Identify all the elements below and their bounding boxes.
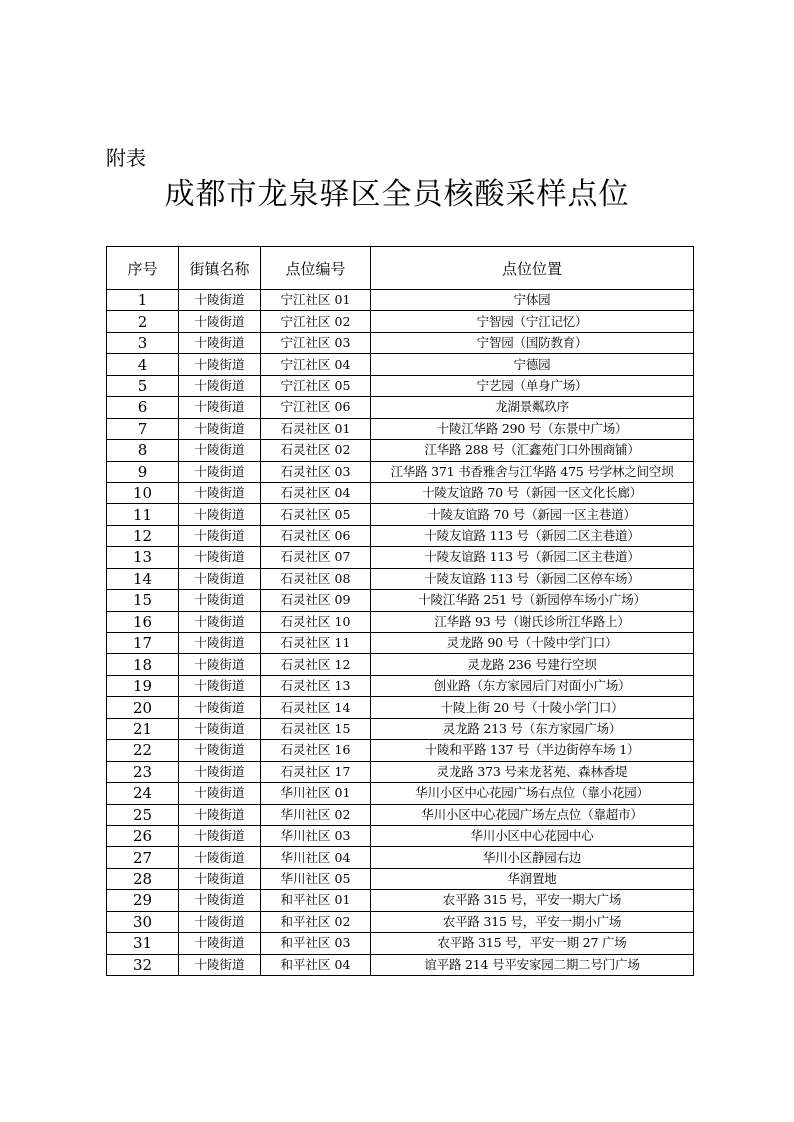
street-cell: 十陵街道 <box>179 868 261 889</box>
site-code-cell: 石灵社区 06 <box>261 525 371 546</box>
site-code-cell: 华川社区 03 <box>261 825 371 846</box>
street-cell: 十陵街道 <box>179 675 261 696</box>
street-cell: 十陵街道 <box>179 911 261 932</box>
site-location-cell: 农平路 315 号，平安一期大广场 <box>371 890 694 911</box>
site-code-cell: 华川社区 05 <box>261 868 371 889</box>
seq-cell: 13 <box>107 547 179 568</box>
sampling-sites-table <box>106 246 694 976</box>
seq-cell: 6 <box>107 397 179 418</box>
table-row <box>107 697 694 718</box>
table-row <box>107 397 694 418</box>
site-code-cell: 宁江社区 04 <box>261 354 371 375</box>
site-code-cell: 华川社区 04 <box>261 847 371 868</box>
site-location-cell: 华川小区中心花园广场右点位（靠小花园） <box>371 783 694 804</box>
site-location-cell: 农平路 315 号，平安一期 27 广场 <box>371 933 694 954</box>
seq-cell: 19 <box>107 675 179 696</box>
street-cell: 十陵街道 <box>179 783 261 804</box>
site-location-cell: 江华路 93 号（谢氏诊所江华路上） <box>371 611 694 632</box>
seq-cell: 15 <box>107 590 179 611</box>
street-cell: 十陵街道 <box>179 654 261 675</box>
site-location-cell: 十陵和平路 137 号（半边街停车场 1） <box>371 740 694 761</box>
seq-cell: 32 <box>107 954 179 975</box>
site-code-cell: 石灵社区 13 <box>261 675 371 696</box>
seq-cell: 2 <box>107 311 179 332</box>
site-code-cell: 石灵社区 14 <box>261 697 371 718</box>
seq-cell: 16 <box>107 611 179 632</box>
street-cell: 十陵街道 <box>179 440 261 461</box>
site-location-cell: 宁智园（国防教育） <box>371 332 694 353</box>
street-cell: 十陵街道 <box>179 375 261 396</box>
table-row <box>107 825 694 846</box>
street-cell: 十陵街道 <box>179 311 261 332</box>
street-cell: 十陵街道 <box>179 740 261 761</box>
table-row <box>107 868 694 889</box>
street-cell: 十陵街道 <box>179 890 261 911</box>
street-cell: 十陵街道 <box>179 461 261 482</box>
site-code-cell: 华川社区 02 <box>261 804 371 825</box>
street-cell: 十陵街道 <box>179 418 261 439</box>
table-header-row <box>107 247 694 290</box>
site-location-cell: 灵龙路 373 号来龙茗苑、森林香堤 <box>371 761 694 782</box>
seq-cell: 3 <box>107 332 179 353</box>
table-row <box>107 504 694 525</box>
table-row <box>107 654 694 675</box>
street-cell: 十陵街道 <box>179 825 261 846</box>
site-location-cell: 华川小区静园右边 <box>371 847 694 868</box>
annex-label: 附表 <box>106 146 146 170</box>
seq-cell: 1 <box>107 290 179 311</box>
site-location-cell: 宁体园 <box>371 290 694 311</box>
site-location-cell: 十陵江华路 290 号（东景中广场） <box>371 418 694 439</box>
site-location-cell: 华润置地 <box>371 868 694 889</box>
site-code-cell: 石灵社区 07 <box>261 547 371 568</box>
seq-cell: 29 <box>107 890 179 911</box>
table-body <box>107 290 694 976</box>
header-seq: 序号 <box>107 247 179 290</box>
site-code-cell: 石灵社区 04 <box>261 482 371 503</box>
site-location-cell: 宁智园（宁江记忆） <box>371 311 694 332</box>
site-code-cell: 石灵社区 08 <box>261 568 371 589</box>
site-location-cell: 江华路 288 号（汇鑫苑门口外围商铺） <box>371 440 694 461</box>
site-location-cell: 农平路 315 号，平安一期小广场 <box>371 911 694 932</box>
site-location-cell: 宁德园 <box>371 354 694 375</box>
site-code-cell: 和平社区 04 <box>261 954 371 975</box>
table-row <box>107 847 694 868</box>
seq-cell: 11 <box>107 504 179 525</box>
seq-cell: 12 <box>107 525 179 546</box>
site-location-cell: 创业路（东方家园后门对面小广场） <box>371 675 694 696</box>
header-site-code: 点位编号 <box>261 247 371 290</box>
table-row <box>107 590 694 611</box>
street-cell: 十陵街道 <box>179 482 261 503</box>
site-location-cell: 华川小区中心花园中心 <box>371 825 694 846</box>
seq-cell: 18 <box>107 654 179 675</box>
street-cell: 十陵街道 <box>179 397 261 418</box>
table-row <box>107 954 694 975</box>
site-code-cell: 石灵社区 05 <box>261 504 371 525</box>
site-code-cell: 华川社区 01 <box>261 783 371 804</box>
seq-cell: 24 <box>107 783 179 804</box>
site-code-cell: 和平社区 02 <box>261 911 371 932</box>
site-code-cell: 石灵社区 12 <box>261 654 371 675</box>
seq-cell: 10 <box>107 482 179 503</box>
street-cell: 十陵街道 <box>179 718 261 739</box>
site-location-cell: 十陵友谊路 113 号（新园二区主巷道） <box>371 525 694 546</box>
site-code-cell: 石灵社区 16 <box>261 740 371 761</box>
seq-cell: 9 <box>107 461 179 482</box>
table-row <box>107 461 694 482</box>
site-code-cell: 石灵社区 17 <box>261 761 371 782</box>
site-code-cell: 宁江社区 06 <box>261 397 371 418</box>
seq-cell: 14 <box>107 568 179 589</box>
seq-cell: 23 <box>107 761 179 782</box>
site-location-cell: 灵龙路 90 号（十陵中学门口） <box>371 633 694 654</box>
seq-cell: 7 <box>107 418 179 439</box>
site-location-cell: 宁艺园（单身广场） <box>371 375 694 396</box>
table-row <box>107 568 694 589</box>
seq-cell: 25 <box>107 804 179 825</box>
street-cell: 十陵街道 <box>179 590 261 611</box>
site-location-cell: 十陵友谊路 70 号（新园一区文化长廊） <box>371 482 694 503</box>
table-row <box>107 761 694 782</box>
seq-cell: 17 <box>107 633 179 654</box>
street-cell: 十陵街道 <box>179 761 261 782</box>
table-row <box>107 890 694 911</box>
table-row <box>107 418 694 439</box>
document-title: 成都市龙泉驿区全员核酸采样点位 <box>164 177 630 212</box>
site-code-cell: 石灵社区 01 <box>261 418 371 439</box>
site-code-cell: 宁江社区 02 <box>261 311 371 332</box>
street-cell: 十陵街道 <box>179 697 261 718</box>
street-cell: 十陵街道 <box>179 354 261 375</box>
site-location-cell: 灵龙路 213 号（东方家园广场） <box>371 718 694 739</box>
table-row <box>107 354 694 375</box>
seq-cell: 28 <box>107 868 179 889</box>
site-code-cell: 石灵社区 02 <box>261 440 371 461</box>
site-location-cell: 灵龙路 236 号建行空坝 <box>371 654 694 675</box>
seq-cell: 20 <box>107 697 179 718</box>
street-cell: 十陵街道 <box>179 954 261 975</box>
site-code-cell: 石灵社区 15 <box>261 718 371 739</box>
site-code-cell: 石灵社区 03 <box>261 461 371 482</box>
table-row <box>107 311 694 332</box>
table-row <box>107 718 694 739</box>
seq-cell: 22 <box>107 740 179 761</box>
street-cell: 十陵街道 <box>179 332 261 353</box>
site-location-cell: 江华路 371 书香雅舍与江华路 475 号学林之间空坝 <box>371 461 694 482</box>
street-cell: 十陵街道 <box>179 611 261 632</box>
street-cell: 十陵街道 <box>179 933 261 954</box>
table-row <box>107 375 694 396</box>
table-row <box>107 290 694 311</box>
site-code-cell: 宁江社区 01 <box>261 290 371 311</box>
table-row <box>107 332 694 353</box>
street-cell: 十陵街道 <box>179 633 261 654</box>
seq-cell: 31 <box>107 933 179 954</box>
street-cell: 十陵街道 <box>179 568 261 589</box>
site-code-cell: 和平社区 01 <box>261 890 371 911</box>
seq-cell: 26 <box>107 825 179 846</box>
seq-cell: 21 <box>107 718 179 739</box>
table-row <box>107 525 694 546</box>
site-location-cell: 十陵友谊路 113 号（新园二区停车场） <box>371 568 694 589</box>
seq-cell: 5 <box>107 375 179 396</box>
table-row <box>107 783 694 804</box>
street-cell: 十陵街道 <box>179 547 261 568</box>
table-row <box>107 547 694 568</box>
site-code-cell: 宁江社区 03 <box>261 332 371 353</box>
seq-cell: 8 <box>107 440 179 461</box>
street-cell: 十陵街道 <box>179 847 261 868</box>
site-code-cell: 石灵社区 10 <box>261 611 371 632</box>
site-location-cell: 龙湖景粼玖序 <box>371 397 694 418</box>
street-cell: 十陵街道 <box>179 804 261 825</box>
street-cell: 十陵街道 <box>179 525 261 546</box>
seq-cell: 4 <box>107 354 179 375</box>
table-row <box>107 440 694 461</box>
site-location-cell: 十陵友谊路 70 号（新园一区主巷道） <box>371 504 694 525</box>
header-street: 街镇名称 <box>179 247 261 290</box>
street-cell: 十陵街道 <box>179 504 261 525</box>
seq-cell: 30 <box>107 911 179 932</box>
table-row <box>107 482 694 503</box>
site-location-cell: 谊平路 214 号平安家园二期二号门广场 <box>371 954 694 975</box>
table-row <box>107 740 694 761</box>
site-location-cell: 十陵友谊路 113 号（新园二区主巷道） <box>371 547 694 568</box>
site-location-cell: 十陵上街 20 号（十陵小学门口） <box>371 697 694 718</box>
site-location-cell: 十陵江华路 251 号（新园停车场小广场） <box>371 590 694 611</box>
site-code-cell: 宁江社区 05 <box>261 375 371 396</box>
seq-cell: 27 <box>107 847 179 868</box>
table-row <box>107 633 694 654</box>
street-cell: 十陵街道 <box>179 290 261 311</box>
table-row <box>107 804 694 825</box>
table-row <box>107 675 694 696</box>
site-code-cell: 和平社区 03 <box>261 933 371 954</box>
site-code-cell: 石灵社区 11 <box>261 633 371 654</box>
table-row <box>107 611 694 632</box>
table-row <box>107 911 694 932</box>
header-site-location: 点位位置 <box>371 247 694 290</box>
site-code-cell: 石灵社区 09 <box>261 590 371 611</box>
site-location-cell: 华川小区中心花园广场左点位（靠超市） <box>371 804 694 825</box>
table-row <box>107 933 694 954</box>
